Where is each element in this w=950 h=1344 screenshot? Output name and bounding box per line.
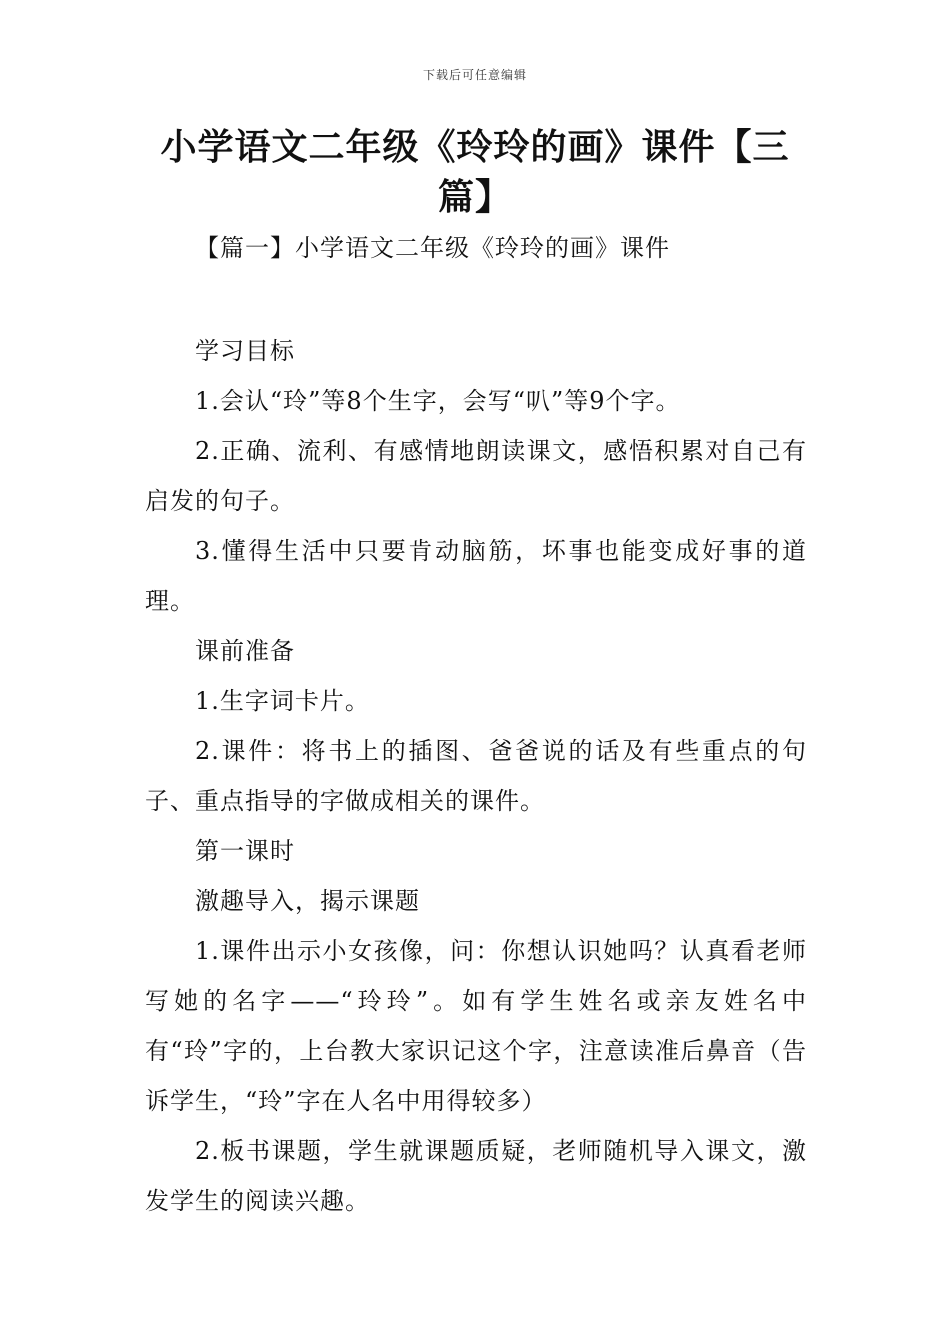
heading-learning-goals: 学习目标 bbox=[195, 337, 295, 365]
goal-item-2: 2.正确、流利、有感情地朗读课文，感悟积累对自己有启发的句子。 bbox=[145, 437, 807, 515]
heading-preparation: 课前准备 bbox=[195, 637, 295, 665]
goal-item-3: 3.懂得生活中只要肯动脑筋，坏事也能变成好事的道理。 bbox=[145, 537, 807, 615]
prep-item-2: 2.课件：将书上的插图、爸爸说的话及有些重点的句子、重点指导的字做成相关的课件。 bbox=[145, 737, 807, 815]
section-heading: 【篇一】小学语文二年级《玲玲的画》课件 bbox=[195, 234, 670, 262]
heading-first-lesson: 第一课时 bbox=[195, 837, 295, 865]
document-body bbox=[145, 326, 807, 1226]
intro-step-1: 1.课件出示小女孩像，问：你想认识她吗？认真看老师写她的名字——“玲玲”。如有学生姓名或亲友姓名中有“玲”字的，上台教大家识记这个字，注意读准后鼻音（告诉学生，“玲”字在人名中用得较多） bbox=[145, 937, 807, 1115]
document-title: 小学语文二年级《玲玲的画》课件【三篇】 bbox=[160, 126, 790, 218]
header-note: 下载后可任意编辑 bbox=[422, 68, 527, 82]
intro-step-2: 2.板书课题，学生就课题质疑，老师随机导入课文，激发学生的阅读兴趣。 bbox=[145, 1137, 807, 1215]
heading-introduction: 激趣导入，揭示课题 bbox=[195, 887, 420, 915]
prep-item-1: 1.生字词卡片。 bbox=[195, 687, 370, 715]
goal-item-1: 1.会认“玲”等8个生字，会写“叭”等9个字。 bbox=[195, 387, 681, 415]
